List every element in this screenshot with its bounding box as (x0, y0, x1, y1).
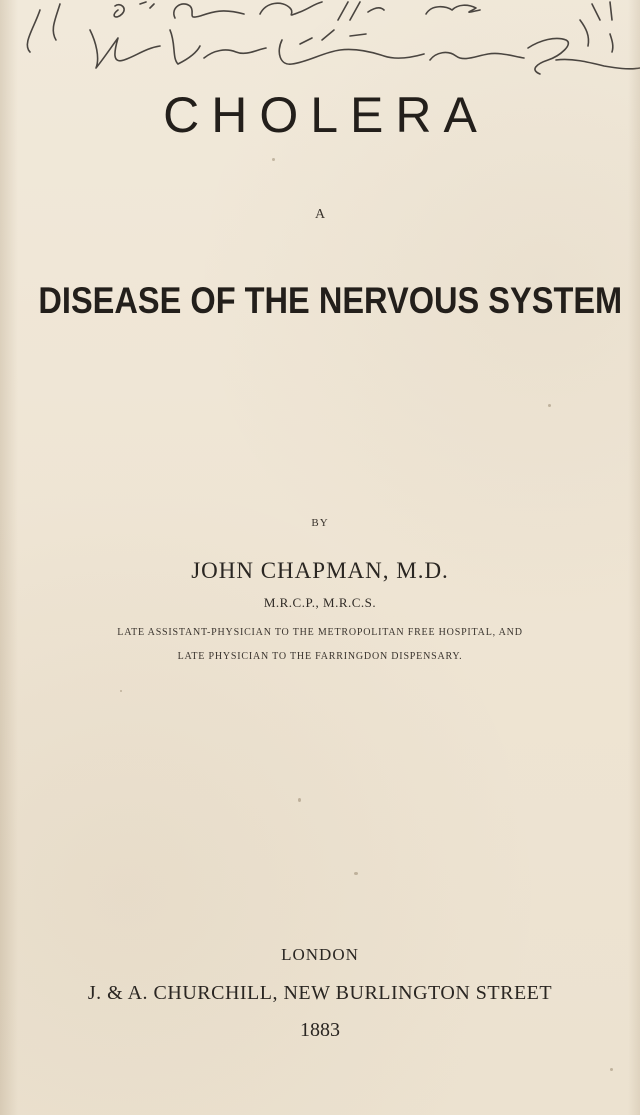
imprint-city: LONDON (281, 945, 359, 964)
author-position: LATE ASSISTANT-PHYSICIAN TO THE METROPOLITAN FREE HOSPITAL, AND (117, 627, 523, 638)
author-credentials: M.R.C.P., M.R.C.S. (263, 595, 377, 610)
author-name: JOHN CHAPMAN, M.D. (191, 558, 449, 583)
paper-speck (610, 1068, 613, 1071)
title-article: A (314, 207, 326, 222)
by-label: BY (311, 517, 329, 529)
paper-speck (354, 872, 358, 875)
author-position: LATE PHYSICIAN TO THE FARRINGDON DISPENSARY. (177, 651, 463, 662)
paper-speck (548, 404, 551, 407)
paper-speck (120, 690, 122, 692)
imprint-year: 1883 (300, 1019, 340, 1041)
handwritten-inscription (0, 0, 640, 95)
book-subtitle: DISEASE OF THE NERVOUS SYSTEM (38, 280, 623, 321)
book-title: CHOLERA (163, 87, 489, 143)
imprint-publisher: J. & A. CHURCHILL, NEW BURLINGTON STREET (87, 982, 553, 1004)
paper-speck (272, 158, 275, 161)
paper-speck (298, 798, 301, 802)
